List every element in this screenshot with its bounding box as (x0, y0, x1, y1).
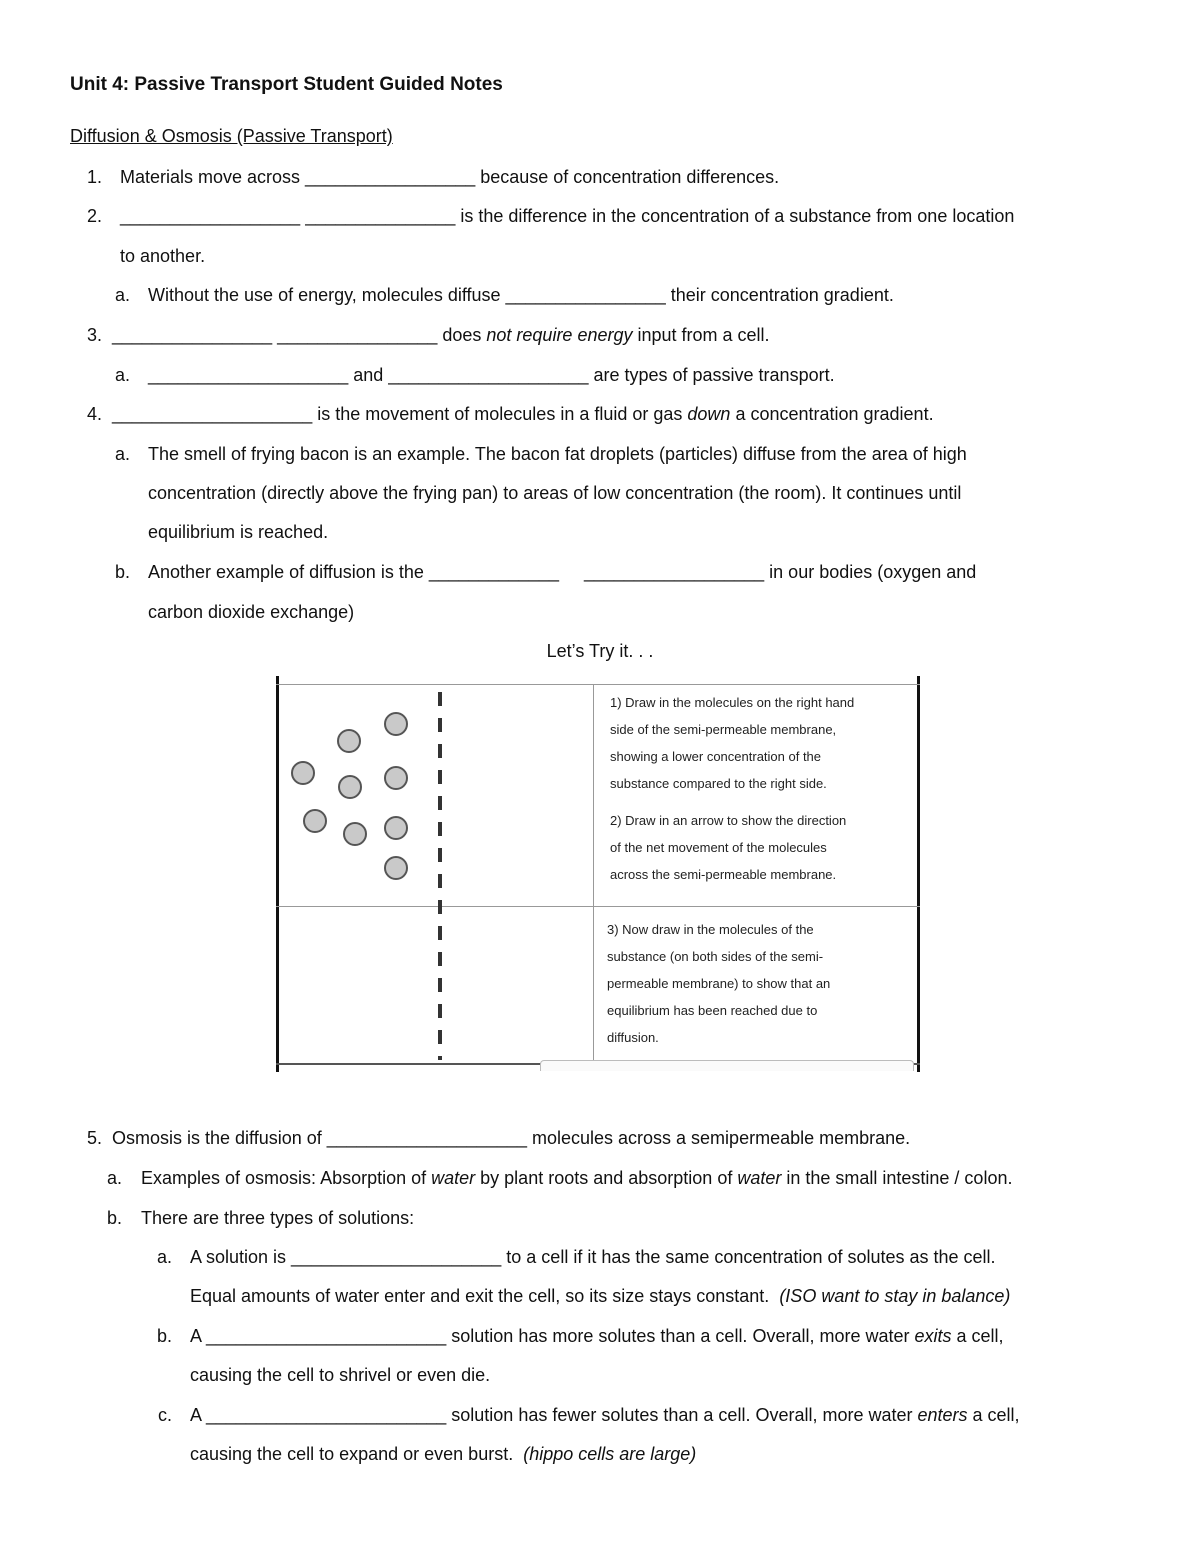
item-4a-line3: equilibrium is reached. (148, 522, 329, 542)
diffusion-diagram (276, 676, 920, 1072)
sub-item-letter: a. (114, 365, 130, 385)
sub-item-letter: a. (106, 1168, 122, 1188)
solution-isotonic-line2: Equal amounts of water enter and exit the cell, so its size stays constant. (ISO want to stay in balance) (190, 1286, 1011, 1306)
sub-item-letter: a. (156, 1247, 172, 1267)
instruction-3: 3) Now draw in the molecules of the substance (on both sides of the semi- permeable membrane) to show that an equilibrium has been reached due to diffusion. (607, 922, 831, 1045)
item-5b-text: There are three types of solutions: (141, 1208, 415, 1228)
item-2-text: __________________ _______________ is the difference in the concentration of a substance from one location (120, 206, 1015, 226)
molecule-icon (303, 809, 327, 833)
item-4b-line2: carbon dioxide exchange) (148, 602, 355, 622)
molecule-icon (291, 761, 315, 785)
item-4-text: ____________________ is the movement of molecules in a fluid or gas down a concentration gradient. (112, 404, 934, 424)
semi-permeable-membrane (438, 692, 442, 1060)
item-number: 3. (86, 325, 102, 345)
sub-item-letter: b. (106, 1208, 122, 1228)
item-2a-text: Without the use of energy, molecules diffuse ________________ their concentration gradient. (148, 285, 894, 305)
item-1-text: Materials move across _________________ because of concentration differences. (120, 167, 780, 187)
solution-hypotonic-line2: causing the cell to expand or even burst. (hippo cells are large) (190, 1444, 697, 1464)
instruction-2: 2) Draw in an arrow to show the direction of the net movement of the molecules across the semi-permeable membrane. (610, 813, 847, 882)
sub-item-letter: b. (156, 1326, 172, 1346)
page-title: Unit 4: Passive Transport Student Guided Notes (70, 74, 503, 95)
diagram-column-divider (593, 684, 594, 1064)
molecule-icon (343, 822, 367, 846)
item-number: 5. (86, 1128, 102, 1148)
molecule-icon (338, 775, 362, 799)
sub-item-letter: a. (114, 285, 130, 305)
molecule-icon (384, 856, 408, 880)
section-heading: Diffusion & Osmosis (Passive Transport) (70, 126, 393, 146)
item-number: 1. (86, 167, 102, 187)
item-4b-line1: Another example of diffusion is the _____________ __________________ in our bodies (oxygen and (148, 562, 977, 582)
item-2-continued: to another. (120, 246, 206, 266)
sub-item-letter: c. (157, 1405, 172, 1425)
item-number: 2. (86, 206, 102, 226)
item-5-text: Osmosis is the diffusion of ____________________ molecules across a semipermeable membrane. (112, 1128, 911, 1148)
diagram-border-right (917, 676, 920, 1072)
item-number: 4. (86, 404, 102, 424)
sub-item-letter: b. (114, 562, 130, 582)
diagram-tab (540, 1060, 914, 1071)
item-5a-text: Examples of osmosis: Absorption of water by plant roots and absorption of water in the small intestine / colon. (141, 1168, 1013, 1188)
solution-hypotonic-line1: A ________________________ solution has fewer solutes than a cell. Overall, more water enters a cell, (190, 1405, 1020, 1425)
molecule-icon (384, 766, 408, 790)
diagram-rule (276, 684, 920, 685)
sub-item-letter: a. (114, 444, 130, 464)
item-4a-line1: The smell of frying bacon is an example. The bacon fat droplets (particles) diffuse from the area of high (148, 444, 967, 464)
item-3a-text: ____________________ and ____________________ are types of passive transport. (148, 365, 835, 385)
molecule-icon (384, 816, 408, 840)
molecule-icon (337, 729, 361, 753)
diagram-border-left (276, 676, 279, 1072)
molecule-icon (384, 712, 408, 736)
solution-isotonic-line1: A solution is _____________________ to a cell if it has the same concentration of solutes as the cell. (190, 1247, 996, 1267)
solution-hypertonic-line2: causing the cell to shrivel or even die. (190, 1365, 491, 1385)
lets-try-heading: Let’s Try it. . . (546, 641, 654, 661)
diagram-rule (276, 906, 920, 907)
instruction-1: 1) Draw in the molecules on the right hand side of the semi-permeable membrane, showing a lower concentration of the substance compared to the right side. (610, 695, 855, 791)
item-3-text: ________________ ________________ does not require energy input from a cell. (112, 325, 770, 345)
item-4a-line2: concentration (directly above the frying pan) to areas of low concentration (the room). It continues until (148, 483, 962, 503)
solution-hypertonic-line1: A ________________________ solution has more solutes than a cell. Overall, more water exits a cell, (190, 1326, 1004, 1346)
